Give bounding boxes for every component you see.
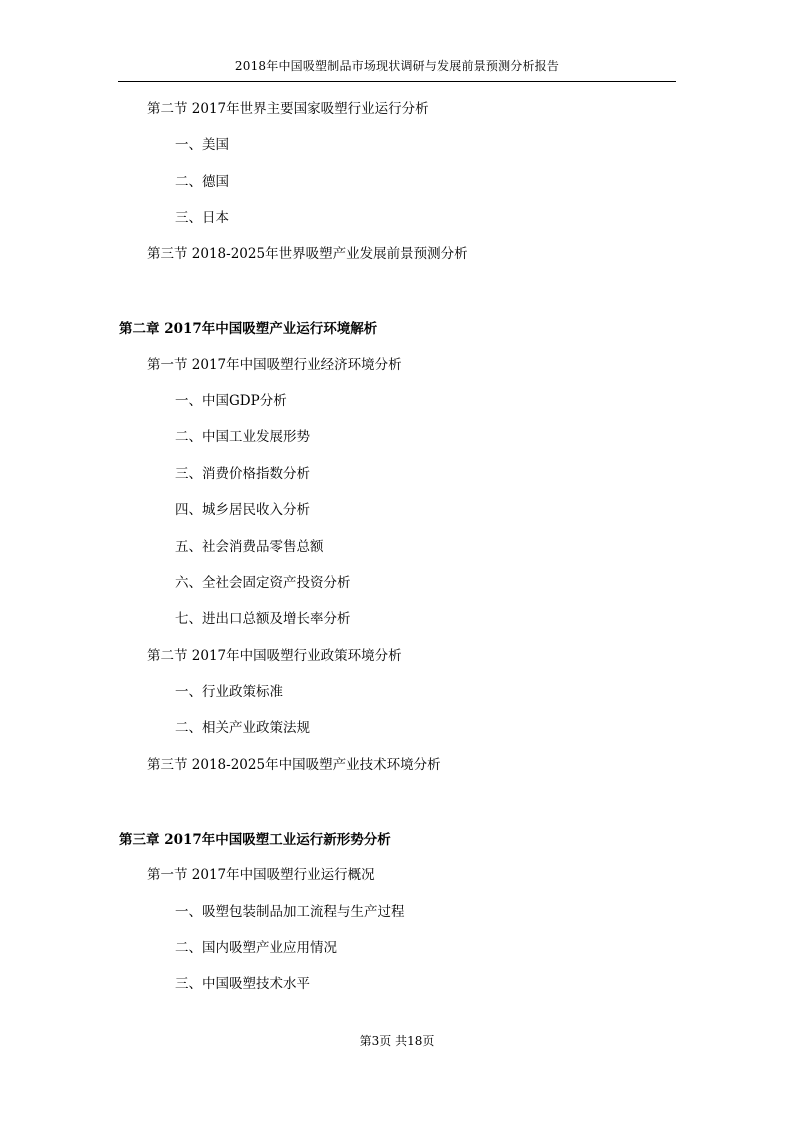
toc-item-process: 一、吸塑包装制品加工流程与生产过程 bbox=[175, 904, 405, 920]
toc-item-trade: 七、进出口总额及增长率分析 bbox=[175, 611, 351, 627]
toc-item-cpi: 三、消费价格指数分析 bbox=[175, 466, 310, 482]
toc-section-1-3: 第三节 2018-2025年世界吸塑产业发展前景预测分析 bbox=[147, 246, 468, 262]
toc-item-income: 四、城乡居民收入分析 bbox=[175, 502, 310, 518]
toc-item-policy-standards: 一、行业政策标准 bbox=[175, 684, 283, 700]
toc-chapter-2: 第二章 2017年中国吸塑产业运行环境解析 bbox=[119, 321, 378, 337]
toc-item-regulations: 二、相关产业政策法规 bbox=[175, 720, 310, 736]
toc-item-industry: 二、中国工业发展形势 bbox=[175, 429, 310, 445]
toc-item-germany: 二、德国 bbox=[175, 174, 229, 190]
toc-section-1-2: 第二节 2017年世界主要国家吸塑行业运行分析 bbox=[147, 101, 429, 117]
toc-section-2-2: 第二节 2017年中国吸塑行业政策环境分析 bbox=[147, 648, 402, 664]
toc-section-2-1: 第一节 2017年中国吸塑行业经济环境分析 bbox=[147, 357, 402, 373]
toc-section-3-1: 第一节 2017年中国吸塑行业运行概况 bbox=[147, 867, 375, 883]
toc-item-japan: 三、日本 bbox=[175, 210, 229, 226]
toc-item-investment: 六、全社会固定资产投资分析 bbox=[175, 575, 351, 591]
toc-item-gdp: 一、中国GDP分析 bbox=[175, 393, 287, 409]
page-number: 第3页 共18页 bbox=[359, 1034, 435, 1048]
toc-section-2-3: 第三节 2018-2025年中国吸塑产业技术环境分析 bbox=[147, 757, 441, 773]
toc-item-retail: 五、社会消费品零售总额 bbox=[175, 539, 324, 555]
toc-item-usa: 一、美国 bbox=[175, 137, 229, 153]
toc-chapter-3: 第三章 2017年中国吸塑工业运行新形势分析 bbox=[119, 832, 391, 848]
page-header-title: 2018年中国吸塑制品市场现状调研与发展前景预测分析报告 bbox=[234, 59, 560, 73]
header-divider bbox=[118, 81, 676, 82]
toc-item-application: 二、国内吸塑产业应用情况 bbox=[175, 940, 337, 956]
toc-item-technology: 三、中国吸塑技术水平 bbox=[175, 976, 310, 992]
